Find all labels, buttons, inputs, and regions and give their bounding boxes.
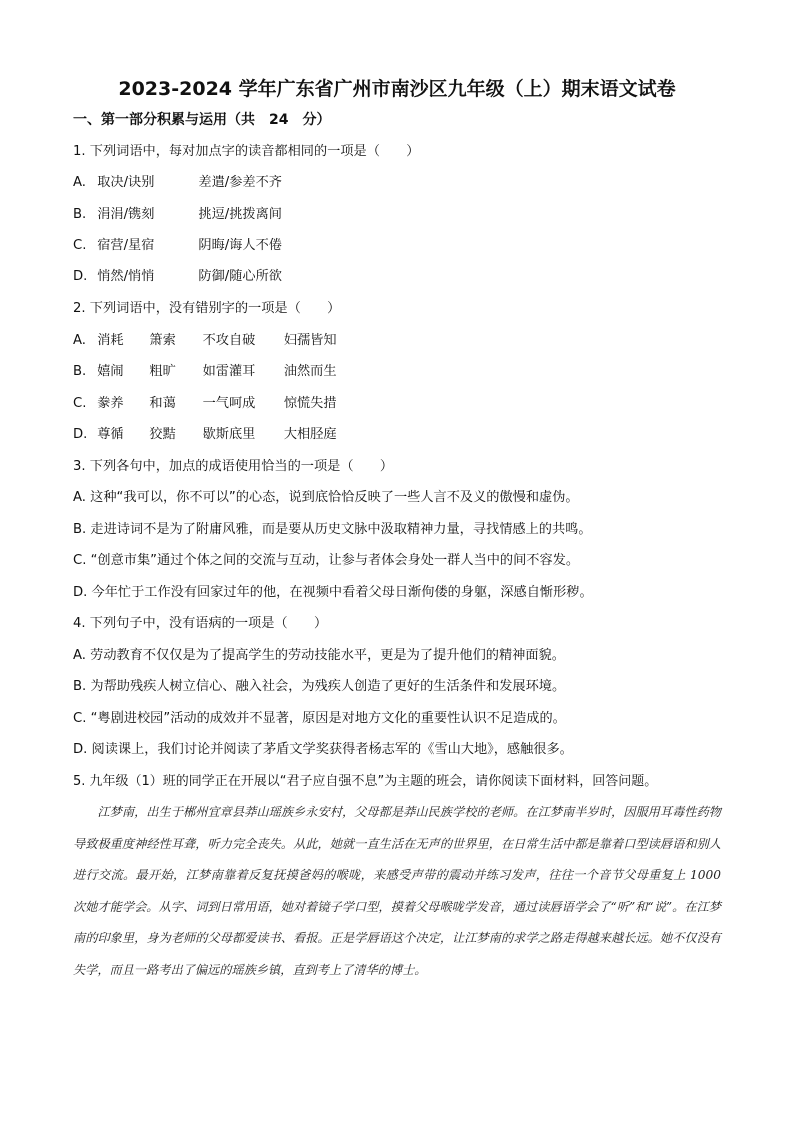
option-word: 不攻自破 [202, 333, 256, 348]
q1-option-b [73, 203, 282, 222]
option-pair: 差遣/参差不齐 [198, 175, 282, 190]
option-word: 歇斯底里 [202, 427, 256, 442]
option-word: 嬉闹 [97, 364, 124, 379]
q4-option-a: A. 劳动教育不仅仅是为了提高学生的劳动技能水平，更是为了提升他们的精神面貌。 [73, 648, 565, 663]
q1-option-d [73, 265, 282, 284]
option-pair: 阴晦/诲人不倦 [198, 238, 282, 253]
q3-option-d: D. 今年忙于工作没有回家过年的他，在视频中看着父母日渐佝偻的身躯，深感自惭形秽。 [73, 585, 593, 600]
option-word: 尊循 [97, 427, 124, 442]
option-word: 油然而生 [283, 364, 337, 379]
option-label: C. [73, 238, 87, 253]
option-pair: 涓涓/镌刻 [97, 207, 155, 222]
q2-option-d [73, 423, 337, 442]
option-pair: 宿营/星宿 [97, 238, 155, 253]
q4-option-c: C. “粤剧进校园”活动的成效并不显著，原因是对地方文化的重要性认识不足造成的。 [73, 711, 566, 726]
q1-option-a [73, 171, 282, 190]
option-word: 一气呵成 [202, 396, 256, 411]
option-label: B. [73, 207, 87, 222]
option-pair: 防御/随心所欲 [198, 269, 282, 284]
q1-option-c [73, 234, 282, 253]
option-word: 狡黠 [149, 427, 176, 442]
option-label: D. [73, 269, 88, 284]
option-pair: 挑逗/挑拨离间 [198, 207, 282, 222]
section-heading: 一、第一部分积累与运用（共 24 分） [73, 112, 331, 128]
option-label: C. [73, 396, 87, 411]
option-word: 粗旷 [149, 364, 176, 379]
q2-option-b [73, 360, 337, 379]
q4-option-d: D. 阅读课上，我们讨论并阅读了茅盾文学奖获得者杨志军的《雪山大地》，感触很多。 [73, 742, 573, 757]
option-pair: 悄然/悄悄 [97, 269, 155, 284]
option-label: D. [73, 427, 88, 442]
option-word: 箫索 [149, 333, 176, 348]
q2-option-a [73, 329, 337, 348]
option-pair: 取决/诀别 [97, 175, 155, 190]
option-word: 惊慌失措 [283, 396, 337, 411]
q4-option-b: B. 为帮助残疾人树立信心、融入社会，为残疾人创造了更好的生活条件和发展环境。 [73, 679, 566, 694]
question-1-stem: 1. 下列词语中，每对加点字的读音都相同的一项是（ ） [73, 144, 420, 159]
option-word: 消耗 [97, 333, 124, 348]
option-word: 妇孺皆知 [283, 333, 337, 348]
question-5-stem: 5. 九年级（1）班的同学正在开展以“君子应自强不息”为主题的班会，请你阅读下面材料，回答问题。 [73, 774, 658, 789]
exam-title: 2023-2024 学年广东省广州市南沙区九年级（上）期末语文试卷 [118, 78, 676, 100]
option-label: B. [73, 364, 87, 379]
reading-passage: 江梦南，出生于郴州宜章县莽山瑶族乡永安村，父母都是莽山民族学校的老师。在江梦南半岁时，因服用耳毒性药物导致极重度神经性耳聋，听力完全丧失。从此，她就一直生活在无声的世界里，在日常生活中都是靠着口型读唇语和别人进行交流。最开始，江梦南靠着反复抚摸爸妈的喉咙，来感受声带的震动并练习发声，往往一个音节父母重复上 1000 次她才能学会。从字、词到日常用语，她对着镜子学口型，摸着父母喉咙学发音，通过读唇语学会了“听”和“说”。在江梦南的印象里，身为老师的父母都爱读书、看报。正是学唇语这个决定，让江梦南的求学之路走得越来越长远。她不仅没有失学，而且一路考出了偏远的瑶族乡镇，直到考上了清华的博士。 [73, 805, 721, 977]
option-word: 和蔼 [149, 396, 176, 411]
option-word: 豢养 [97, 396, 124, 411]
q3-option-c: C. “创意市集”通过个体之间的交流与互动，让参与者体会身处一群人当中的间不容发。 [73, 553, 580, 568]
question-4-stem: 4. 下列句子中，没有语病的一项是（ ） [73, 616, 328, 631]
q3-option-a: A. 这种“我可以，你不可以”的心态，说到底恰恰反映了一些人言不及义的傲慢和虚伪。 [73, 490, 579, 505]
q3-option-b: B. 走进诗词不是为了附庸风雅，而是要从历史文脉中汲取精神力量，寻找情感上的共鸣。 [73, 522, 592, 537]
option-label: A. [73, 175, 86, 190]
option-label: A. [73, 333, 86, 348]
option-word: 大相胫庭 [283, 427, 337, 442]
question-3-stem: 3. 下列各句中，加点的成语使用恰当的一项是（ ） [73, 459, 394, 474]
q2-option-c [73, 392, 337, 411]
question-2-stem: 2. 下列词语中，没有错别字的一项是（ ） [73, 301, 341, 316]
option-word: 如雷灌耳 [202, 364, 256, 379]
